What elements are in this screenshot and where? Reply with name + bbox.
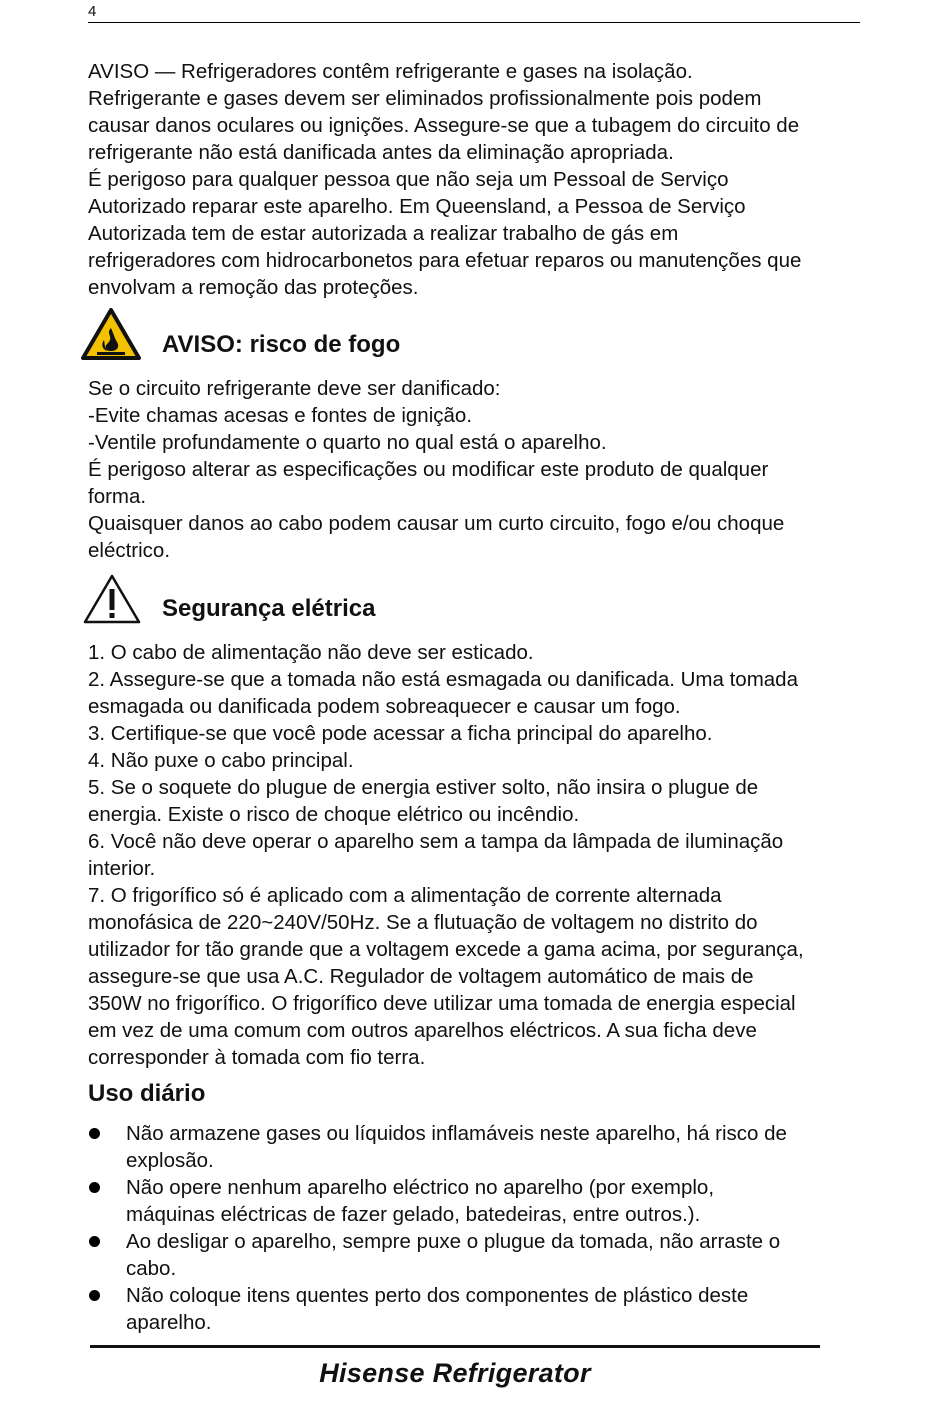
text-line: eléctrico. bbox=[88, 539, 171, 562]
daily-use-list bbox=[88, 1120, 868, 1336]
text-line: em vez de uma comum com outros aparelhos eléctricos. A sua ficha deve bbox=[88, 1019, 757, 1042]
text-line: -Ventile profundamente o quarto no qual está o aparelho. bbox=[88, 431, 607, 454]
text-line: envolvam a remoção das proteções. bbox=[88, 276, 419, 299]
list-item bbox=[88, 1228, 868, 1282]
flammable-warning-icon bbox=[80, 307, 142, 361]
text-line: corresponder à tomada com fio terra. bbox=[88, 1046, 426, 1069]
text-line: Não opere nenhum aparelho eléctrico no aparelho (por exemplo, bbox=[126, 1176, 715, 1199]
text-line: AVISO — Refrigeradores contêm refrigerante e gases na isolação. bbox=[88, 60, 693, 83]
text-line: Quaisquer danos ao cabo podem causar um curto circuito, fogo e/ou choque bbox=[88, 512, 785, 535]
intro-paragraph bbox=[88, 58, 868, 301]
bullet-icon bbox=[89, 1236, 100, 1247]
brand-footer: Hisense Refrigerator bbox=[319, 1358, 591, 1388]
text-line: máquinas eléctricas de fazer gelado, batedeiras, entre outros.). bbox=[126, 1203, 701, 1226]
text-line: esmagada ou danificada podem sobreaquecer e causar um fogo. bbox=[88, 695, 681, 718]
text-line: 2. Assegure-se que a tomada não está esmagada ou danificada. Uma tomada bbox=[88, 668, 798, 691]
text-line: cabo. bbox=[126, 1257, 177, 1280]
text-line: Autorizada tem de estar autorizada a realizar trabalho de gás em bbox=[88, 222, 679, 245]
top-divider bbox=[88, 22, 860, 23]
text-line: energia. Existe o risco de choque elétrico ou incêndio. bbox=[88, 803, 580, 826]
text-line: Se o circuito refrigerante deve ser danificado: bbox=[88, 377, 501, 400]
text-line: assegure-se que usa A.C. Regulador de voltagem automático de mais de bbox=[88, 965, 754, 988]
list-item bbox=[88, 1282, 868, 1336]
text-line: Não coloque itens quentes perto dos componentes de plástico deste bbox=[126, 1284, 749, 1307]
text-line: monofásica de 220~240V/50Hz. Se a flutuação de voltagem no distrito do bbox=[88, 911, 758, 934]
bullet-icon bbox=[89, 1182, 100, 1193]
fire-warning-heading: AVISO: risco de fogo bbox=[162, 331, 401, 358]
text-line: forma. bbox=[88, 485, 147, 508]
caution-warning-icon bbox=[82, 573, 142, 625]
text-line: Refrigerante e gases devem ser eliminados profissionalmente pois podem bbox=[88, 87, 762, 110]
text-line: refrigeradores com hidrocarbonetos para efetuar reparos ou manutenções que bbox=[88, 249, 802, 272]
bullet-icon bbox=[89, 1290, 100, 1301]
text-line: causar danos oculares ou ignições. Assegure-se que a tubagem do circuito de bbox=[88, 114, 800, 137]
text-line: Não armazene gases ou líquidos inflamáveis neste aparelho, há risco de bbox=[126, 1122, 787, 1145]
text-line: -Evite chamas acesas e fontes de ignição. bbox=[88, 404, 473, 427]
text-line: Ao desligar o aparelho, sempre puxe o plugue da tomada, não arraste o bbox=[126, 1230, 781, 1253]
bottom-divider bbox=[90, 1345, 820, 1348]
electrical-safety-list bbox=[88, 639, 868, 1071]
text-line: explosão. bbox=[126, 1149, 214, 1172]
bullet-icon bbox=[89, 1128, 100, 1139]
fire-warning-paragraph bbox=[88, 375, 868, 564]
text-line: interior. bbox=[88, 857, 156, 880]
page-number: 4 bbox=[88, 3, 97, 20]
text-line: Autorizado reparar este aparelho. Em Queensland, a Pessoa de Serviço bbox=[88, 195, 746, 218]
text-line: 6. Você não deve operar o aparelho sem a tampa da lâmpada de iluminação bbox=[88, 830, 784, 853]
text-line: 3. Certifique-se que você pode acessar a ficha principal do aparelho. bbox=[88, 722, 713, 745]
text-line: É perigoso alterar as especificações ou modificar este produto de qualquer bbox=[88, 458, 769, 481]
text-line: 4. Não puxe o cabo principal. bbox=[88, 749, 354, 772]
electrical-safety-heading: Segurança elétrica bbox=[162, 595, 376, 622]
text-line: aparelho. bbox=[126, 1311, 212, 1334]
text-line: 1. O cabo de alimentação não deve ser esticado. bbox=[88, 641, 534, 664]
list-item bbox=[88, 1174, 868, 1228]
text-line: 7. O frigorífico só é aplicado com a alimentação de corrente alternada bbox=[88, 884, 722, 907]
text-line: É perigoso para qualquer pessoa que não seja um Pessoal de Serviço bbox=[88, 168, 729, 191]
text-line: 5. Se o soquete do plugue de energia estiver solto, não insira o plugue de bbox=[88, 776, 759, 799]
daily-use-heading: Uso diário bbox=[88, 1080, 206, 1107]
text-line: utilizador for tão grande que a voltagem excede a gama acima, por segurança, bbox=[88, 938, 804, 961]
text-line: 350W no frigorífico. O frigorífico deve utilizar uma tomada de energia especial bbox=[88, 992, 796, 1015]
list-item bbox=[88, 1120, 868, 1174]
text-line: refrigerante não está danificada antes da eliminação apropriada. bbox=[88, 141, 674, 164]
